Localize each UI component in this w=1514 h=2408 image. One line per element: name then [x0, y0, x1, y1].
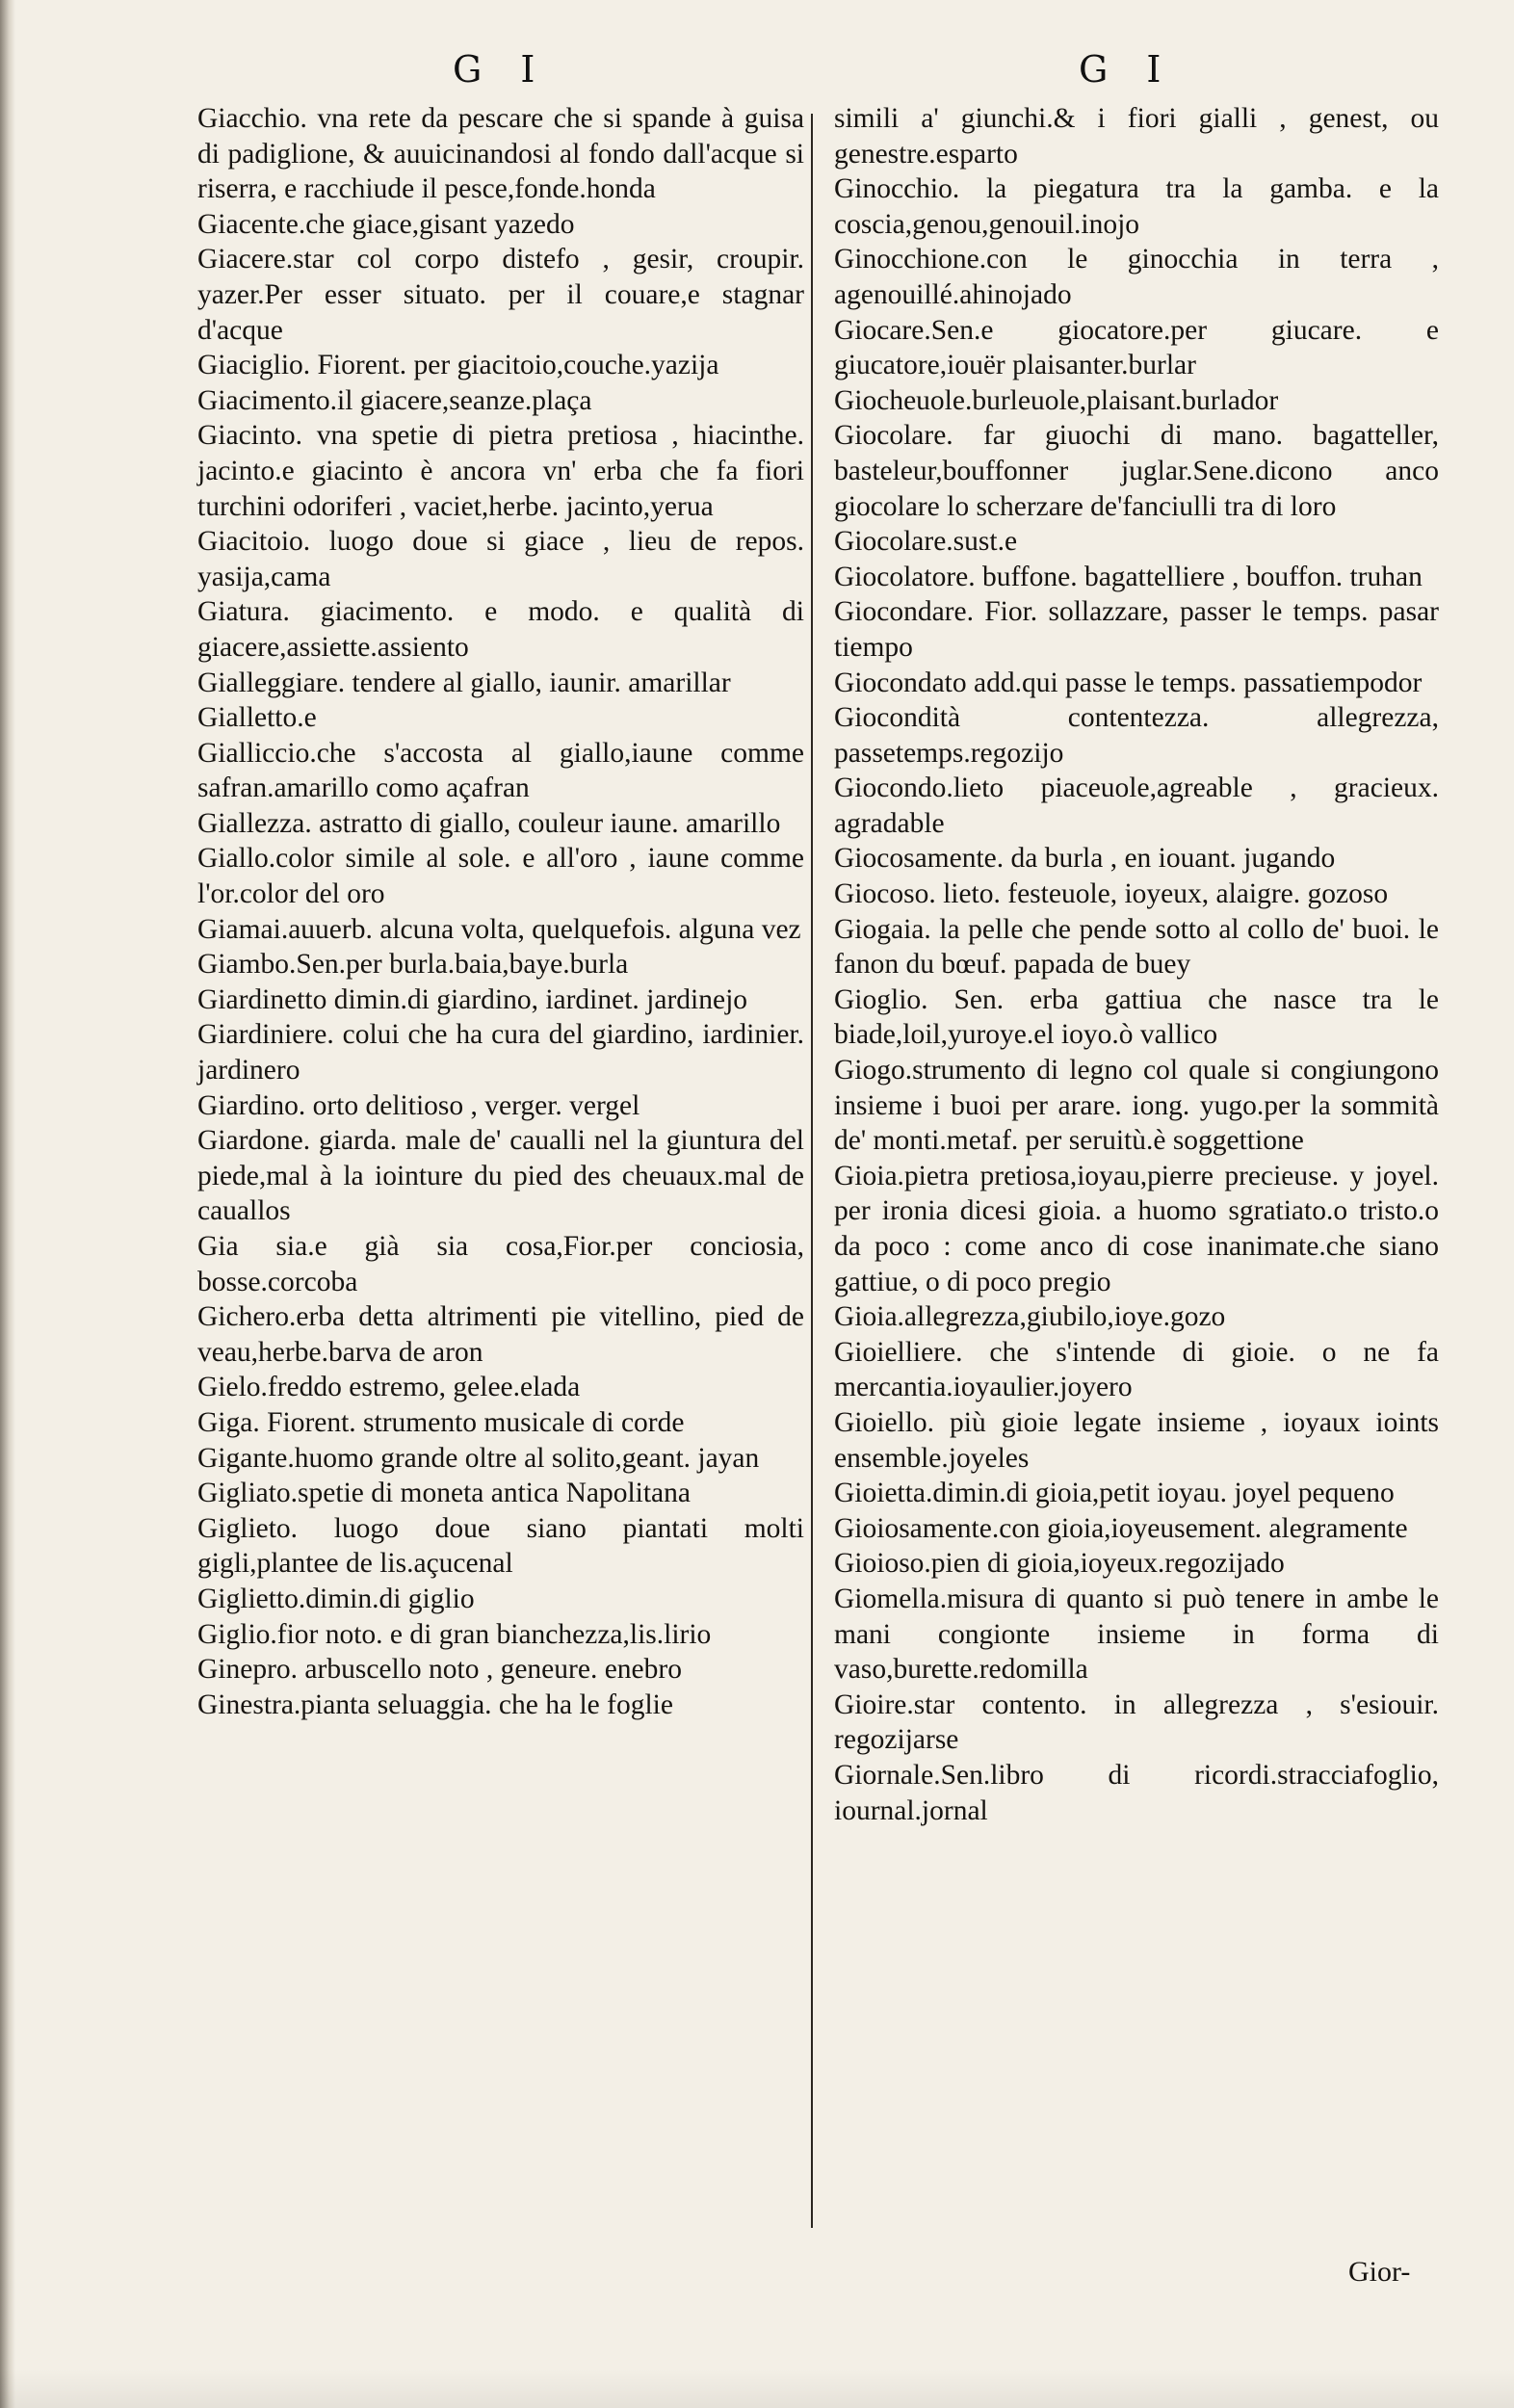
dictionary-entry: Gialleggiare. tendere al giallo, iaunir. amarillar — [197, 667, 731, 698]
dictionary-entry: Giacitoio. luogo doue si giace , lieu de repos. yasija,cama — [197, 526, 804, 592]
dictionary-entry: Giardino. orto delitioso , verger. vergel — [197, 1089, 640, 1121]
dictionary-entry: Gia sia.e già sia cosa,Fior.per conciosia, bosse.corcoba — [197, 1231, 804, 1297]
dictionary-entry: Giatura. giacimento. e modo. e qualità di giacere,assiette.assiento — [197, 596, 804, 663]
dictionary-entry: Giomella.misura di quanto si può tenere in ambe le mani congionte insieme in forma di vaso,burette.redomilla — [834, 1583, 1439, 1686]
dictionary-entry: Giamai.auuerb. alcuna volta, quelquefois. alguna vez — [197, 913, 801, 945]
dictionary-entry: Giocondare. Fior. sollazzare, passer le temps. pasar tiempo — [834, 596, 1439, 663]
dictionary-entry: Giocheuole.burleuole,plaisant.burlador — [834, 384, 1279, 416]
dictionary-column-left — [197, 101, 804, 1722]
dictionary-entry: Giocolatore. buffone. bagattelliere , bouffon. truhan — [834, 561, 1423, 592]
dictionary-entry: Gioiello. più gioie legate insieme , ioyaux ioints ensemble.joyeles — [834, 1406, 1439, 1474]
dictionary-entry: Giacinto. vna spetie di pietra pretiosa , hiacinthe. jacinto.e giacinto è ancora vn' erba che fa fiori turchini odoriferi , vaciet,herbe. jacinto,yerua — [197, 420, 804, 522]
dictionary-entry: Gioia.pietra pretiosa,ioyau,pierre precieuse. y joyel. per ironia dicesi gioia. a huomo sgratiato.o tristo.o da poco : come anco di cose inanimate.che siano gattiue, o di poco pregio — [834, 1160, 1439, 1297]
dictionary-entry: Gioietta.dimin.di gioia,petit ioyau. joyel pequeno — [834, 1478, 1395, 1509]
dictionary-entry: Giga. Fiorent. strumento musicale di corde — [197, 1406, 685, 1438]
dictionary-entry: Giglieto. luogo doue siano piantati molti gigli,plantee de lis.açucenal — [197, 1512, 804, 1580]
dictionary-entry: Gigante.huomo grande oltre al solito,geant. jayan — [197, 1442, 760, 1474]
dictionary-column-right — [834, 101, 1439, 1828]
dictionary-entry: Gichero.erba detta altrimenti pie vitellino, pied de veau,herbe.barva de aron — [197, 1301, 804, 1368]
dictionary-entry: Giocondo.lieto piaceuole,agreable , gracieux. agradable — [834, 772, 1439, 839]
dictionary-entry: Giocare.Sen.e giocatore.per giucare. e giucatore,iouër plaisanter.burlar — [834, 314, 1439, 381]
dictionary-entry: Giocondato add.qui passe le temps. passatiempodor — [834, 667, 1423, 698]
dictionary-entry: Gioglio. Sen. erba gattiua che nasce tra le biade,loil,yuroye.el ioyo.ò vallico — [834, 983, 1439, 1051]
dictionary-entry: Giornale.Sen.libro di ricordi.stracciafoglio, iournal.jornal — [834, 1759, 1439, 1826]
dictionary-entry: Ginocchio. la piegatura tra la gamba. e la coscia,genou,genouil.inojo — [834, 173, 1439, 240]
dictionary-entry: Giallo.color simile al sole. e all'oro , iaune comme l'or.color del oro — [197, 843, 804, 910]
dictionary-entry: Gielo.freddo estremo, gelee.elada — [197, 1372, 581, 1403]
dictionary-entry: Giardone. giarda. male de' caualli nel la giuntura del piede,mal à la iointure du pied des cheuaux.mal de cauallos — [197, 1125, 804, 1227]
dictionary-entry: Giocoso. lieto. festeuole, ioyeux, alaigre. gozoso — [834, 878, 1389, 910]
dictionary-entry: Giocolare.sust.e — [834, 526, 1018, 558]
dictionary-entry: Giardinetto dimin.di giardino, iardinet. jardinejo — [197, 983, 748, 1015]
dictionary-entry: Gioia.allegrezza,giubilo,ioye.gozo — [834, 1301, 1226, 1333]
dictionary-entry: Ginepro. arbuscello noto , geneure. enebro — [197, 1654, 682, 1686]
dictionary-entry: Gioielliere. che s'intende di gioie. o ne fa mercantia.ioyaulier.joyero — [834, 1336, 1439, 1403]
dictionary-entry: Giacchio. vna rete da pescare che si spande à guisa di padiglione, & auuicinandosi al fondo dall'acque si riserra, e racchiude il pesce,fonde.honda — [197, 103, 804, 205]
dictionary-entry: Giacente.che giace,gisant yazedo — [197, 208, 575, 240]
dictionary-entry: Giaciglio. Fiorent. per giacitoio,couche.yazija — [197, 350, 719, 381]
page-gutter-shadow — [0, 0, 15, 2408]
dictionary-entry: Gioire.star contento. in allegrezza , s'esiouir. regozijarse — [834, 1688, 1439, 1756]
dictionary-entry: Giardiniere. colui che ha cura del giardino, iardinier. jardinero — [197, 1019, 804, 1086]
dictionary-entry: simili a' giunchi.& i fiori gialli , genest, ou genestre.esparto — [834, 103, 1439, 170]
dictionary-entry: Giocondità contentezza. allegrezza, passetemps.regozijo — [834, 702, 1439, 769]
column-divider — [811, 114, 813, 2228]
running-header-left: G I — [453, 48, 549, 91]
dictionary-entry: Giogaia. la pelle che pende sotto al collo de' buoi. le fanon du bœuf. papada de buey — [834, 913, 1439, 981]
dictionary-entry: Ginocchione.con le ginocchia in terra , agenouillé.ahinojado — [834, 244, 1439, 310]
dictionary-entry: Ginestra.pianta seluaggia. che ha le foglie — [197, 1688, 673, 1720]
running-header-right: G I — [1079, 48, 1175, 91]
dictionary-entry: Gialletto.e — [197, 702, 317, 734]
dictionary-entry: Giglio.fior noto. e di gran bianchezza,lis.lirio — [197, 1618, 712, 1650]
dictionary-entry: Gigliato.spetie di moneta antica Napolitana — [197, 1478, 691, 1509]
dictionary-entry: Giglietto.dimin.di giglio — [197, 1583, 475, 1614]
page-bottom-shade — [0, 2369, 1514, 2408]
dictionary-entry: Giacimento.il giacere,seanze.plaça — [197, 384, 592, 416]
dictionary-entry: Giacere.star col corpo distefo , gesir, croupir. yazer.Per esser situato. per il couare,e stagnar d'acque — [197, 244, 804, 346]
dictionary-entry: Giocolare. far giuochi di mano. bagatteller, basteleur,bouffonner juglar.Sene.dicono anco giocolare lo scherzare de'fanciulli tra di loro — [834, 420, 1439, 522]
dictionary-entry: Gioioso.pien di gioia,ioyeux.regozijado — [834, 1548, 1285, 1580]
catchword: Gior- — [1348, 2256, 1411, 2288]
dictionary-entry: Gialliccio.che s'accosta al giallo,iaune comme safran.amarillo como açafran — [197, 737, 804, 804]
dictionary-entry: Giambo.Sen.per burla.baia,baye.burla — [197, 949, 629, 981]
dictionary-entry: Giogo.strumento di legno col quale si congiungono insieme i buoi per arare. iong. yugo.per la sommità de' monti.metaf. per seruitù.è soggettione — [834, 1055, 1439, 1157]
dictionary-entry: Giocosamente. da burla , en iouant. jugando — [834, 843, 1336, 875]
dictionary-entry: Gioiosamente.con gioia,ioyeusement. alegramente — [834, 1512, 1408, 1544]
dictionary-entry: Giallezza. astratto di giallo, couleur iaune. amarillo — [197, 807, 781, 839]
